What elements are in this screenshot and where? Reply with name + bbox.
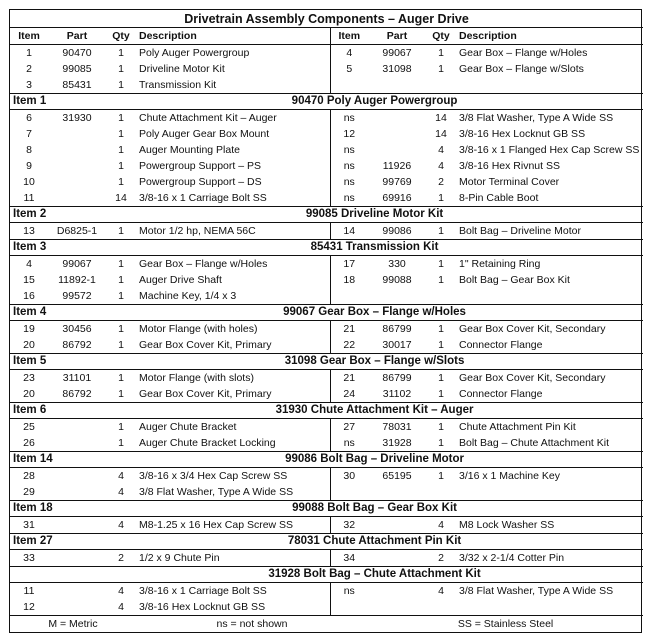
description-cell: M8 Lock Washer SS: [459, 519, 555, 531]
section-label: Item 6: [10, 403, 106, 419]
item-number-cell: 5: [330, 61, 368, 77]
item-number-cell: 16: [23, 290, 35, 302]
description-cell: Motor Terminal Cover: [459, 176, 560, 188]
table-row: [10, 370, 643, 387]
description-cell: Auger Chute Bracket: [139, 421, 237, 433]
part-number-cell: 30456: [62, 323, 92, 335]
description-cell: 3/8-16 x 1 Carriage Bolt SS: [139, 585, 267, 597]
part-number-cell: 99067: [382, 47, 412, 59]
quantity-cell: 1: [118, 421, 124, 433]
table-row: [10, 321, 643, 338]
item-number-cell: 14: [330, 223, 368, 240]
quantity-cell: 1: [118, 128, 124, 140]
item-number-cell: ns: [330, 158, 368, 174]
section-title: 99067 Gear Box – Flange w/Holes: [106, 305, 643, 321]
part-number-cell: [48, 468, 106, 485]
item-number-cell: ns: [330, 190, 368, 207]
quantity-cell: 4: [438, 144, 444, 156]
item-number-cell: 13: [23, 225, 35, 237]
part-number-cell: [48, 517, 106, 534]
table-row: [10, 190, 643, 207]
item-number-cell: 4: [26, 258, 32, 270]
quantity-cell: 1: [438, 258, 444, 270]
quantity-cell: [426, 599, 456, 616]
part-number-cell: [368, 583, 426, 600]
section-header-row: [10, 452, 643, 468]
section-header-row: [10, 567, 643, 583]
section-label: Item 14: [10, 452, 106, 468]
item-number-cell: 20: [23, 388, 35, 400]
description-cell: Gear Box Cover Kit, Primary: [139, 388, 272, 400]
description-cell: [456, 77, 643, 94]
part-number-cell: [368, 288, 426, 305]
item-number-cell: 6: [26, 112, 32, 124]
section-title: 31928 Bolt Bag – Chute Attachment Kit: [106, 567, 643, 583]
description-cell: 3/16 x 1 Machine Key: [459, 470, 560, 482]
quantity-cell: [426, 288, 456, 305]
quantity-cell: 14: [435, 112, 447, 124]
item-number-cell: 34: [330, 550, 368, 567]
description-cell: 3/8 Flat Washer, Type A Wide SS: [139, 486, 294, 498]
item-number-cell: 12: [23, 601, 35, 613]
item-number-cell: 22: [330, 337, 368, 354]
description-cell: 3/8 Flat Washer, Type A Wide SS: [459, 112, 614, 124]
item-number-cell: 8: [26, 144, 32, 156]
item-number-cell: 31: [23, 519, 35, 531]
description-cell: M8-1.25 x 16 Hex Cap Screw SS: [139, 519, 294, 531]
quantity-cell: 1: [438, 192, 444, 204]
part-number-cell: 86792: [62, 388, 92, 400]
description-cell: Poly Auger Powergroup: [139, 47, 250, 59]
part-number-cell: [368, 550, 426, 567]
description-cell: Motor 1/2 hp, NEMA 56C: [139, 225, 256, 237]
legend-not-shown: ns = not shown: [136, 616, 368, 633]
part-number-cell: [368, 599, 426, 616]
part-number-cell: [48, 126, 106, 142]
section-title: 78031 Chute Attachment Pin Kit: [106, 534, 643, 550]
col-description: Description: [456, 28, 643, 45]
item-number-cell: 29: [23, 486, 35, 498]
quantity-cell: 1: [438, 421, 444, 433]
part-number-cell: 86799: [382, 323, 412, 335]
item-number-cell: 27: [330, 419, 368, 436]
section-title: 99085 Driveline Motor Kit: [106, 207, 643, 223]
section-header-row: [10, 403, 643, 419]
description-cell: Poly Auger Gear Box Mount: [139, 128, 270, 140]
col-item: Item: [10, 28, 48, 45]
description-cell: 3/8 Flat Washer, Type A Wide SS: [459, 585, 614, 597]
table-row: [10, 468, 643, 485]
description-cell: Transmission Kit: [139, 79, 217, 91]
quantity-cell: 2: [438, 176, 444, 188]
quantity-cell: 1: [438, 225, 444, 237]
description-cell: Gear Box – Flange w/Slots: [459, 63, 584, 75]
section-title: 90470 Poly Auger Powergroup: [106, 94, 643, 110]
item-number-cell: ns: [330, 174, 368, 190]
quantity-cell: 4: [118, 486, 124, 498]
part-number-cell: 85431: [62, 79, 92, 91]
section-label: Item 27: [10, 534, 106, 550]
quantity-cell: 1: [118, 339, 124, 351]
part-number-cell: 86792: [62, 339, 92, 351]
section-title: 31098 Gear Box – Flange w/Slots: [106, 354, 643, 370]
table-row: [10, 256, 643, 273]
table-row: [10, 272, 643, 288]
quantity-cell: 1: [118, 372, 124, 384]
part-number-cell: [368, 517, 426, 534]
item-number-cell: 3: [26, 79, 32, 91]
legend-stainless-steel: SS = Stainless Steel: [368, 616, 643, 633]
quantity-cell: 1: [118, 290, 124, 302]
description-cell: Gear Box Cover Kit, Secondary: [459, 323, 606, 335]
table-row: [10, 517, 643, 534]
part-number-cell: D6825-1: [56, 225, 98, 237]
description-cell: 3/8-16 x 1 Flanged Hex Cap Screw SS: [459, 144, 640, 156]
table-row: [10, 45, 643, 62]
item-number-cell: 18: [330, 272, 368, 288]
item-number-cell: 2: [26, 63, 32, 75]
table-row: [10, 550, 643, 567]
description-cell: Auger Drive Shaft: [139, 274, 222, 286]
quantity-cell: 2: [118, 552, 124, 564]
quantity-cell: 1: [118, 112, 124, 124]
description-cell: Auger Chute Bracket Locking: [139, 437, 276, 449]
quantity-cell: 1: [438, 274, 444, 286]
part-number-cell: [48, 599, 106, 616]
section-header-row: [10, 305, 643, 321]
item-number-cell: 4: [330, 45, 368, 62]
item-number-cell: [330, 484, 368, 501]
part-number-cell: 99067: [62, 258, 92, 270]
quantity-cell: 1: [118, 47, 124, 59]
part-number-cell: 31101: [62, 372, 92, 384]
quantity-cell: 14: [435, 128, 447, 140]
table-row: [10, 435, 643, 452]
description-cell: Powergroup Support – PS: [139, 160, 261, 172]
description-cell: Connector Flange: [459, 339, 543, 351]
part-number-cell: [48, 190, 106, 207]
col-part: Part: [48, 28, 106, 45]
quantity-cell: 1: [118, 258, 124, 270]
part-number-cell: 99769: [382, 176, 412, 188]
section-title: 85431 Transmission Kit: [106, 240, 643, 256]
parts-table-body: [10, 10, 643, 632]
part-number-cell: 99088: [382, 274, 412, 286]
quantity-cell: 1: [118, 79, 124, 91]
item-number-cell: ns: [330, 142, 368, 158]
sheet-title: Drivetrain Assembly Components – Auger Drive: [10, 10, 643, 28]
item-number-cell: 21: [330, 370, 368, 387]
item-number-cell: 21: [330, 321, 368, 338]
description-cell: 1/2 x 9 Chute Pin: [139, 552, 220, 564]
item-number-cell: 30: [330, 468, 368, 485]
part-number-cell: [48, 174, 106, 190]
quantity-cell: 4: [118, 601, 124, 613]
table-row: [10, 158, 643, 174]
col-description: Description: [136, 28, 330, 45]
quantity-cell: 1: [118, 225, 124, 237]
item-number-cell: 11: [23, 585, 35, 597]
description-cell: 3/8-16 x 1 Carriage Bolt SS: [139, 192, 267, 204]
item-number-cell: 25: [23, 421, 35, 433]
part-number-cell: 69916: [382, 192, 412, 204]
description-cell: [456, 288, 643, 305]
description-cell: Bolt Bag – Chute Attachment Kit: [459, 437, 610, 449]
item-number-cell: 26: [23, 437, 35, 449]
item-number-cell: 24: [330, 386, 368, 403]
item-number-cell: [330, 599, 368, 616]
part-number-cell: [48, 435, 106, 452]
item-number-cell: 19: [23, 323, 35, 335]
part-number-cell: 78031: [382, 421, 412, 433]
quantity-cell: 1: [438, 63, 444, 75]
quantity-cell: 1: [118, 274, 124, 286]
part-number-cell: [368, 110, 426, 127]
section-label: Item 1: [10, 94, 106, 110]
description-cell: 3/8-16 Hex Rivnut SS: [459, 160, 560, 172]
quantity-cell: 2: [438, 552, 444, 564]
part-number-cell: [48, 419, 106, 436]
description-cell: Gear Box – Flange w/Holes: [459, 47, 588, 59]
quantity-cell: 4: [118, 585, 124, 597]
part-number-cell: 99572: [62, 290, 92, 302]
part-number-cell: 86799: [382, 372, 412, 384]
quantity-cell: 4: [438, 160, 444, 172]
description-cell: Powergroup Support – DS: [139, 176, 262, 188]
table-row: [10, 110, 643, 127]
item-number-cell: 10: [23, 176, 35, 188]
item-number-cell: ns: [330, 583, 368, 600]
description-cell: Motor Flange (with holes): [139, 323, 258, 335]
description-cell: Gear Box – Flange w/Holes: [139, 258, 268, 270]
col-qty: Qty: [426, 28, 456, 45]
quantity-cell: 1: [118, 323, 124, 335]
section-header-row: [10, 354, 643, 370]
part-number-cell: [48, 158, 106, 174]
part-number-cell: 31102: [382, 388, 412, 400]
item-number-cell: ns: [330, 435, 368, 452]
item-number-cell: 1: [26, 47, 32, 59]
description-cell: Motor Flange (with slots): [139, 372, 254, 384]
item-number-cell: 20: [23, 339, 35, 351]
section-label: Item 18: [10, 501, 106, 517]
table-row: [10, 288, 643, 305]
quantity-cell: 1: [438, 388, 444, 400]
legend-row: [10, 616, 643, 633]
item-number-cell: ns: [330, 110, 368, 127]
section-header-row: [10, 207, 643, 223]
part-number-cell: [368, 77, 426, 94]
section-header-row: [10, 240, 643, 256]
part-number-cell: [48, 484, 106, 501]
item-number-cell: 15: [23, 274, 35, 286]
section-header-row: [10, 94, 643, 110]
item-number-cell: [330, 288, 368, 305]
part-number-cell: [48, 583, 106, 600]
description-cell: Chute Attachment Pin Kit: [459, 421, 576, 433]
table-row: [10, 61, 643, 77]
quantity-cell: 1: [438, 372, 444, 384]
table-row: [10, 599, 643, 616]
item-number-cell: 7: [26, 128, 32, 140]
part-number-cell: [368, 126, 426, 142]
section-label: Item 2: [10, 207, 106, 223]
quantity-cell: 1: [118, 176, 124, 188]
quantity-cell: 1: [118, 63, 124, 75]
table-row: [10, 337, 643, 354]
part-number-cell: [368, 142, 426, 158]
col-part: Part: [368, 28, 426, 45]
description-cell: Auger Mounting Plate: [139, 144, 240, 156]
table-row: [10, 223, 643, 240]
part-number-cell: 11892-1: [58, 274, 96, 286]
part-number-cell: 30017: [382, 339, 412, 351]
table-row: [10, 386, 643, 403]
quantity-cell: 4: [118, 519, 124, 531]
legend-metric: M = Metric: [10, 616, 136, 633]
section-title: 99088 Bolt Bag – Gear Box Kit: [106, 501, 643, 517]
description-cell: 3/8-16 x 3/4 Hex Cap Screw SS: [139, 470, 288, 482]
description-cell: Gear Box Cover Kit, Primary: [139, 339, 272, 351]
part-number-cell: 330: [388, 258, 406, 270]
item-number-cell: 32: [330, 517, 368, 534]
part-number-cell: 99086: [382, 225, 412, 237]
table-row: [10, 142, 643, 158]
section-title: 99086 Bolt Bag – Driveline Motor: [106, 452, 643, 468]
item-number-cell: 33: [23, 552, 35, 564]
table-row: [10, 77, 643, 94]
quantity-cell: 1: [438, 339, 444, 351]
part-number-cell: 11926: [382, 160, 412, 172]
quantity-cell: 1: [118, 388, 124, 400]
description-cell: [456, 484, 643, 501]
quantity-cell: 1: [438, 323, 444, 335]
quantity-cell: 1: [118, 144, 124, 156]
description-cell: Machine Key, 1/4 x 3: [139, 290, 237, 302]
quantity-cell: [426, 77, 456, 94]
part-number-cell: 65195: [382, 470, 412, 482]
table-row: [10, 484, 643, 501]
part-number-cell: 90470: [62, 47, 92, 59]
quantity-cell: 4: [438, 585, 444, 597]
table-row: [10, 174, 643, 190]
table-row: [10, 126, 643, 142]
description-cell: Chute Attachment Kit – Auger: [139, 112, 277, 124]
description-cell: [456, 599, 643, 616]
description-cell: Bolt Bag – Gear Box Kit: [459, 274, 570, 286]
quantity-cell: 4: [118, 470, 124, 482]
part-number-cell: 31098: [382, 63, 412, 75]
description-cell: Gear Box Cover Kit, Secondary: [459, 372, 606, 384]
description-cell: 1" Retaining Ring: [459, 258, 541, 270]
parts-sheet: [9, 9, 642, 633]
quantity-cell: [426, 484, 456, 501]
quantity-cell: 1: [118, 160, 124, 172]
quantity-cell: 14: [115, 192, 127, 204]
item-number-cell: 17: [330, 256, 368, 273]
part-number-cell: 31928: [382, 437, 412, 449]
parts-table: [10, 10, 643, 632]
part-number-cell: 31930: [62, 112, 92, 124]
section-label: [10, 567, 106, 583]
column-header-row: [10, 28, 643, 45]
quantity-cell: 1: [438, 470, 444, 482]
part-number-cell: [48, 550, 106, 567]
quantity-cell: 1: [118, 437, 124, 449]
item-number-cell: 12: [330, 126, 368, 142]
col-qty: Qty: [106, 28, 136, 45]
item-number-cell: 23: [23, 372, 35, 384]
item-number-cell: 11: [23, 192, 35, 204]
section-label: Item 5: [10, 354, 106, 370]
description-cell: 3/8-16 Hex Locknut GB SS: [139, 601, 266, 613]
part-number-cell: 99085: [62, 63, 92, 75]
description-cell: 3/32 x 2-1/4 Cotter Pin: [459, 552, 565, 564]
section-label: Item 4: [10, 305, 106, 321]
col-item: Item: [330, 28, 368, 45]
description-cell: Connector Flange: [459, 388, 543, 400]
quantity-cell: 1: [438, 437, 444, 449]
item-number-cell: 9: [26, 160, 32, 172]
table-row: [10, 419, 643, 436]
description-cell: Bolt Bag – Driveline Motor: [459, 225, 581, 237]
section-header-row: [10, 534, 643, 550]
description-cell: Driveline Motor Kit: [139, 63, 225, 75]
item-number-cell: [330, 77, 368, 94]
quantity-cell: 1: [438, 47, 444, 59]
part-number-cell: [368, 484, 426, 501]
table-row: [10, 583, 643, 600]
item-number-cell: 28: [23, 470, 35, 482]
quantity-cell: 4: [438, 519, 444, 531]
section-title: 31930 Chute Attachment Kit – Auger: [106, 403, 643, 419]
part-number-cell: [48, 142, 106, 158]
section-label: Item 3: [10, 240, 106, 256]
description-cell: 8-Pin Cable Boot: [459, 192, 539, 204]
section-header-row: [10, 501, 643, 517]
description-cell: 3/8-16 Hex Locknut GB SS: [459, 128, 586, 140]
